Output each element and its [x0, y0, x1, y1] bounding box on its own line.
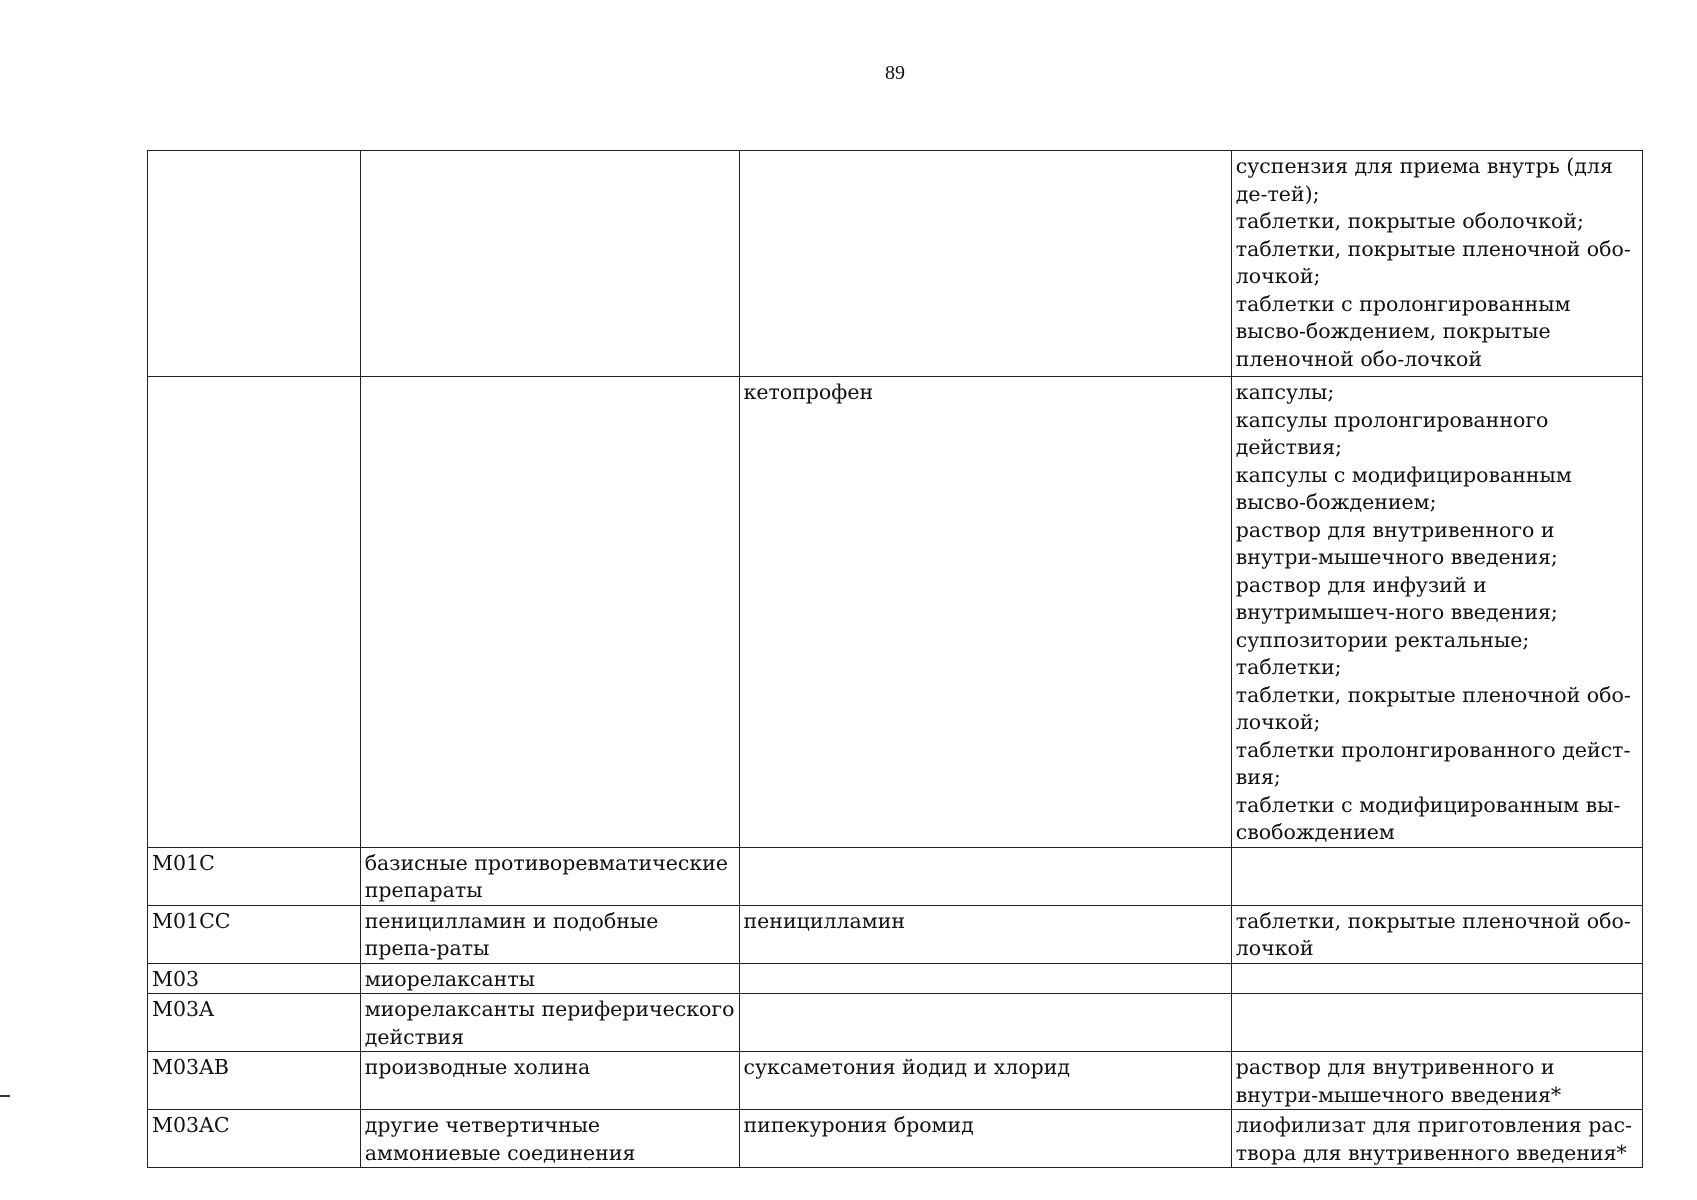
dosage-form-item: таблетки; [1235, 655, 1342, 679]
atc-code-cell: M03A [148, 994, 361, 1052]
dosage-forms-cell [1231, 994, 1642, 1052]
pharmacological-group-cell: миорелаксанты [360, 963, 739, 994]
dosage-form-item: суспензия для приема внутрь (для де-тей); [1235, 154, 1613, 206]
dosage-form-item: таблетки, покрытые пленочной обо-лочкой; [1235, 682, 1631, 734]
dosage-form-item: таблетки, покрытые пленочной обо-лочкой; [1235, 236, 1631, 288]
atc-code-cell: M01CC [148, 905, 361, 963]
table-row [148, 1052, 1643, 1110]
pharmacological-group-cell [360, 151, 739, 377]
atc-code-cell: M03 [148, 963, 361, 994]
table-row [148, 151, 1643, 377]
drug-name-cell [739, 847, 1231, 905]
dosage-forms-list [1236, 1054, 1638, 1109]
atc-code-cell: M03AC [148, 1110, 361, 1168]
dosage-forms-cell [1231, 847, 1642, 905]
pharmacological-group-cell: другие четвертичные аммониевые соединения [360, 1110, 739, 1168]
pharmacological-group-cell [360, 377, 739, 848]
dosage-forms-list [1236, 1112, 1638, 1167]
atc-code-cell [148, 377, 361, 848]
dosage-forms-cell [1231, 151, 1642, 377]
table-row [148, 905, 1643, 963]
dosage-forms-list [1236, 908, 1638, 963]
dosage-form-item: таблетки пролонгированного дейст-вия; [1235, 737, 1631, 789]
pharmacological-group-cell: миорелаксанты периферического действия [360, 994, 739, 1052]
dosage-form-item: капсулы; [1235, 380, 1335, 404]
table-row [148, 994, 1643, 1052]
drug-name-cell [739, 994, 1231, 1052]
dosage-form-item: раствор для инфузий и внутримышеч-ного введения; [1235, 572, 1558, 624]
dosage-form-item: таблетки, покрытые оболочкой; [1235, 209, 1584, 233]
dosage-forms-list [1236, 379, 1638, 847]
dosage-forms-cell [1231, 1110, 1642, 1168]
dosage-form-item: лиофилизат для приготовления рас-твора для внутривенного введения* [1235, 1113, 1632, 1165]
pharmacological-group-cell: пеницилламин и подобные препа-раты [360, 905, 739, 963]
margin-mark [0, 1095, 10, 1097]
drug-classification-table [147, 150, 1643, 1168]
table-row [148, 377, 1643, 848]
drug-name-cell: суксаметония йодид и хлорид [739, 1052, 1231, 1110]
table-row [148, 963, 1643, 994]
dosage-form-item: капсулы пролонгированного действия; [1235, 407, 1549, 459]
table-row [148, 847, 1643, 905]
atc-code-cell: M03AB [148, 1052, 361, 1110]
table-row [148, 1110, 1643, 1168]
dosage-form-item: суппозитории ректальные; [1235, 627, 1530, 652]
dosage-form-item: капсулы с модифицированным высво-бождением; [1235, 462, 1572, 514]
drug-name-cell: пипекурония бромид [739, 1110, 1231, 1168]
dosage-form-item: раствор для внутривенного и внутри-мышечного введения; [1235, 517, 1558, 569]
dosage-forms-cell [1231, 963, 1642, 994]
dosage-forms-cell [1231, 1052, 1642, 1110]
drug-name-cell [739, 963, 1231, 994]
drug-name-cell: пеницилламин [739, 905, 1231, 963]
dosage-form-item: таблетки с модифицированным вы-свобождением [1235, 792, 1621, 844]
dosage-form-item: раствор для внутривенного и внутри-мышечного введения* [1235, 1055, 1562, 1107]
pharmacological-group-cell: базисные противоревматические препараты [360, 847, 739, 905]
dosage-form-item: таблетки с пролонгированным высво-бождением, покрытые пленочной обо-лочкой [1235, 291, 1571, 371]
atc-code-cell [148, 151, 361, 377]
dosage-forms-list [1236, 153, 1638, 373]
drug-name-cell [739, 151, 1231, 377]
drug-name-cell: кетопрофен [739, 377, 1231, 848]
dosage-forms-cell [1231, 905, 1642, 963]
pharmacological-group-cell: производные холина [360, 1052, 739, 1110]
dosage-form-item: таблетки, покрытые пленочной обо-лочкой [1235, 908, 1631, 960]
atc-code-cell: M01C [148, 847, 361, 905]
dosage-forms-cell [1231, 377, 1642, 848]
page-number: 89 [885, 62, 905, 84]
